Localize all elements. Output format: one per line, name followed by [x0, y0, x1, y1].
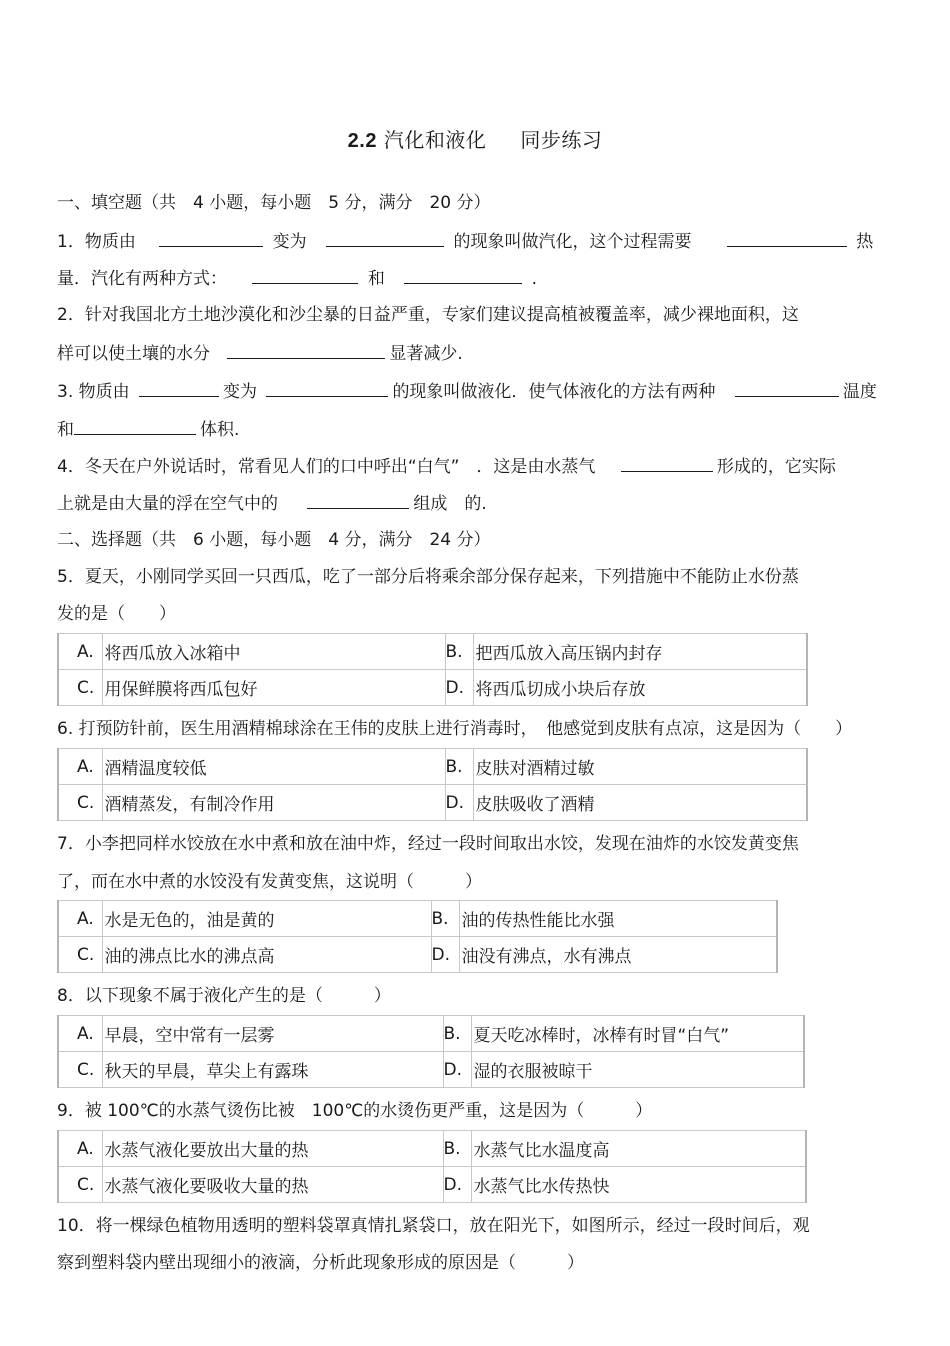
q4-text-b: 形成的，它实际 — [716, 457, 836, 477]
option-letter[interactable]: B. — [431, 901, 459, 937]
option-letter[interactable]: B. — [443, 1131, 471, 1167]
q3-text-d: 温度 — [842, 382, 877, 402]
q1-text-c: 的现象叫做汽化，这个过程需要 — [453, 232, 692, 252]
options-row — [58, 1131, 806, 1167]
q4-text-c: 上就是由大量的浮在空气中的 — [57, 494, 278, 514]
question-8-line-1: 8．以下现象不属于液化产生的是（ ） — [57, 986, 391, 1006]
option-letter[interactable]: B. — [445, 749, 473, 785]
option-letter[interactable]: A. — [58, 634, 102, 670]
question-2-line-1: 2．针对我国北方土地沙漠化和沙尘暴的日益严重，专家们建议提高植被覆盖率，减少裸地面积，这 — [57, 305, 799, 325]
q3-text-f: 体积. — [200, 420, 240, 440]
option-letter[interactable]: B. — [445, 634, 473, 670]
question-7-options — [57, 900, 778, 973]
options-row — [58, 1052, 804, 1088]
title-number: 2.2 — [347, 130, 377, 152]
question-4-line-1 — [57, 454, 836, 478]
q4-text-d: 组成 的. — [413, 494, 487, 514]
option-text[interactable]: 油的传热性能比水强 — [459, 901, 777, 937]
options-row — [58, 901, 777, 937]
option-letter[interactable]: C. — [58, 785, 102, 821]
title-sub: 同步练习 — [520, 128, 603, 152]
option-letter[interactable]: D. — [443, 1052, 471, 1088]
q1-blank-1[interactable] — [159, 229, 263, 247]
question-3-line-2 — [57, 417, 239, 441]
q1-blank-4[interactable] — [252, 266, 358, 284]
option-text[interactable]: 皮肤吸收了酒精 — [473, 785, 807, 821]
section-heading-multiple-choice: 二、选择题（共 6 小题，每小题 4 分，满分 24 分） — [57, 530, 491, 550]
q2-blank-1[interactable] — [227, 341, 385, 359]
question-9-options — [57, 1130, 807, 1203]
question-7-line-2: 了，而在水中煮的水饺没有发黄变焦，这说明（ ） — [57, 872, 482, 892]
option-text[interactable]: 水是无色的，油是黄的 — [102, 901, 431, 937]
options-row — [58, 1016, 804, 1052]
option-text[interactable]: 用保鲜膜将西瓜包好 — [102, 670, 445, 706]
section-heading-fill-blank: 一、填空题（共 4 小题，每小题 5 分，满分 20 分） — [57, 193, 491, 213]
option-text[interactable]: 油的沸点比水的沸点高 — [102, 937, 431, 973]
option-text[interactable]: 皮肤对酒精过敏 — [473, 749, 807, 785]
q3-text-c: 的现象叫做液化．使气体液化的方法有两种 — [392, 382, 716, 402]
option-text[interactable]: 酒精温度较低 — [102, 749, 445, 785]
question-9-line-1: 9．被 100℃的水蒸气烫伤比被 100℃的水烫伤更严重，这是因为（ ） — [57, 1101, 653, 1121]
option-letter[interactable]: C. — [58, 937, 102, 973]
question-1-line-2 — [57, 266, 537, 290]
q1-text-f: 和 — [367, 269, 385, 289]
question-10-line-1: 10．将一棵绿色植物用透明的塑料袋罩真情扎紧袋口，放在阳光下，如图所示，经过一段时间后，观 — [57, 1216, 810, 1236]
option-text[interactable]: 油没有沸点，水有沸点 — [459, 937, 777, 973]
option-letter[interactable]: D. — [443, 1167, 471, 1203]
question-8-options — [57, 1015, 805, 1088]
option-text[interactable]: 将西瓜切成小块后存放 — [473, 670, 807, 706]
option-letter[interactable]: A. — [58, 901, 102, 937]
options-row — [58, 937, 777, 973]
options-row — [58, 1167, 806, 1203]
option-letter[interactable]: C. — [58, 1052, 102, 1088]
option-text[interactable]: 湿的衣服被晾干 — [471, 1052, 804, 1088]
option-letter[interactable]: C. — [58, 1167, 102, 1203]
option-letter[interactable]: D. — [445, 785, 473, 821]
option-text[interactable]: 水蒸气液化要放出大量的热 — [102, 1131, 443, 1167]
option-letter[interactable]: D. — [445, 670, 473, 706]
option-letter[interactable]: D. — [431, 937, 459, 973]
q3-blank-1[interactable] — [139, 379, 219, 397]
q4-text-a: 4．冬天在户外说话时，常看见人们的口中呼出“白气” ．这是由水蒸气 — [57, 457, 596, 477]
question-7-line-1: 7．小李把同样水饺放在水中煮和放在油中炸，经过一段时间取出水饺，发现在油炸的水饺发黄变焦 — [57, 834, 799, 854]
option-text[interactable]: 秋天的早晨，草尖上有露珠 — [102, 1052, 443, 1088]
q3-blank-2[interactable] — [266, 379, 388, 397]
q1-blank-2[interactable] — [326, 229, 444, 247]
q1-blank-5[interactable] — [404, 266, 522, 284]
option-letter[interactable]: A. — [58, 749, 102, 785]
question-5-line-1: 5．夏天，小刚同学买回一只西瓜，吃了一部分后将乘余部分保存起来，下列措施中不能防止水份蒸 — [57, 567, 799, 587]
option-text[interactable]: 夏天吃冰棒时，冰棒有时冒“白气” — [471, 1016, 804, 1052]
question-1-line-1 — [57, 229, 873, 253]
question-2-line-2 — [57, 341, 463, 365]
q4-blank-1[interactable] — [621, 454, 713, 472]
option-letter[interactable]: A. — [58, 1016, 102, 1052]
question-4-line-2 — [57, 491, 487, 515]
q2-text-c: 显著减少. — [389, 344, 463, 364]
q3-blank-3[interactable] — [735, 379, 839, 397]
title-main: 汽化和液化 — [383, 128, 487, 152]
options-row — [58, 749, 807, 785]
q3-text-b: 变为 — [223, 382, 258, 402]
question-5-options — [57, 633, 808, 706]
q1-text-d: 热 — [856, 232, 874, 252]
q3-text-e: 和 — [57, 420, 74, 440]
q1-text-g: . — [531, 269, 538, 289]
q1-text-a: 1．物质由 — [57, 232, 136, 252]
option-text[interactable]: 将西瓜放入冰箱中 — [102, 634, 445, 670]
q4-blank-2[interactable] — [307, 491, 409, 509]
option-letter[interactable]: C. — [58, 670, 102, 706]
option-letter[interactable]: B. — [443, 1016, 471, 1052]
question-5-line-2: 发的是（ ） — [57, 604, 176, 624]
q2-text-b: 样可以使土壤的水分 — [57, 344, 210, 364]
question-6-options — [57, 748, 808, 821]
question-3-line-1 — [57, 379, 877, 403]
page-title — [0, 124, 950, 153]
q1-text-b: 变为 — [272, 232, 307, 252]
q1-blank-3[interactable] — [727, 229, 847, 247]
option-text[interactable]: 水蒸气液化要吸收大量的热 — [102, 1167, 443, 1203]
question-6-line-1: 6. 打预防针前，医生用酒精棉球涂在王伟的皮肤上进行消毒时， 他感觉到皮肤有点凉，这是因为（ ） — [57, 719, 853, 739]
q3-text-a: 3. 物质由 — [57, 382, 130, 402]
option-text[interactable]: 水蒸气比水传热快 — [471, 1167, 806, 1203]
options-row — [58, 670, 807, 706]
option-letter[interactable]: A. — [58, 1131, 102, 1167]
q1-text-e: 量．汽化有两种方式： — [57, 269, 227, 289]
option-text[interactable]: 水蒸气比水温度高 — [471, 1131, 806, 1167]
option-text[interactable]: 酒精蒸发，有制冷作用 — [102, 785, 445, 821]
option-text[interactable]: 把西瓜放入高压锅内封存 — [473, 634, 807, 670]
options-row — [58, 785, 807, 821]
option-text[interactable]: 早晨，空中常有一层雾 — [102, 1016, 443, 1052]
options-row — [58, 634, 807, 670]
question-10-line-2: 察到塑料袋内壁出现细小的液滴，分析此现象形成的原因是（ ） — [57, 1253, 584, 1273]
q3-blank-4[interactable] — [74, 417, 196, 435]
